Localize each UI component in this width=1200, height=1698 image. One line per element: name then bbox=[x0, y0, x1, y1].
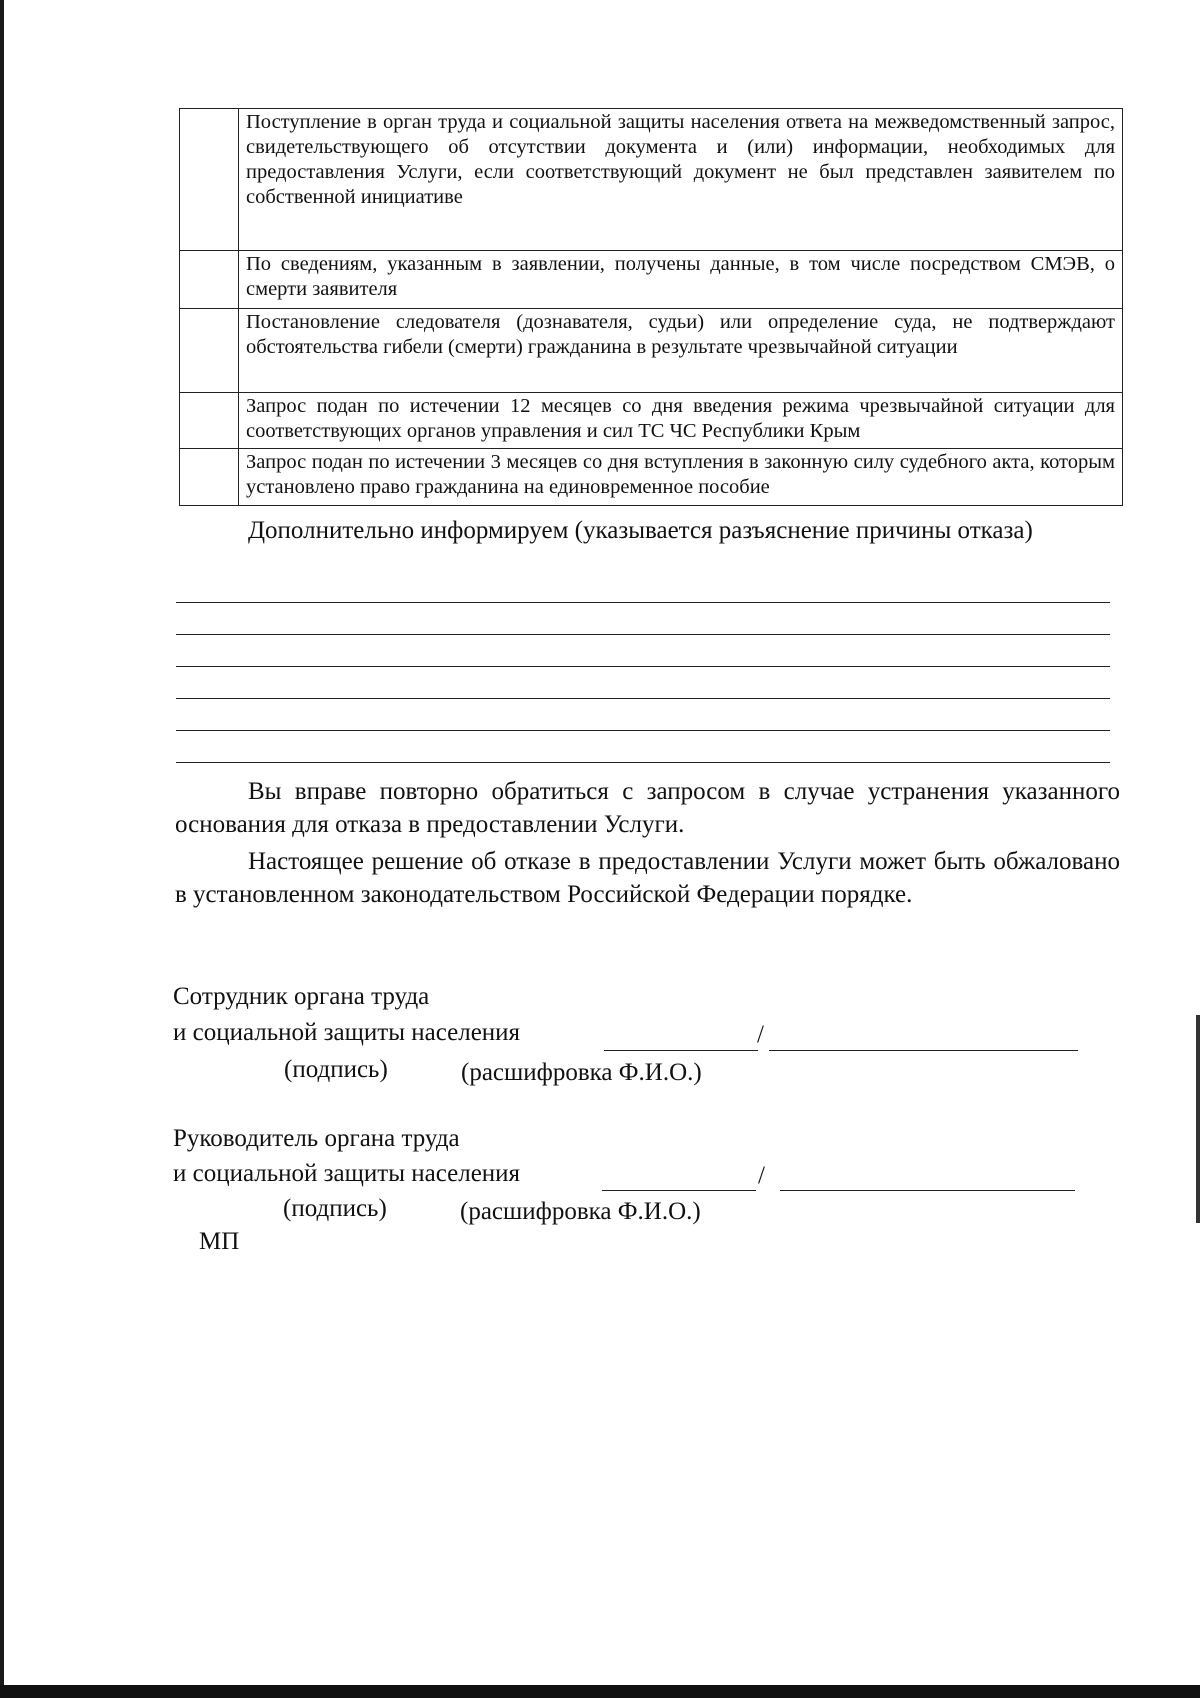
table-row bbox=[180, 393, 1123, 449]
additional-info-text: Дополнительно информируем (указывается разъяснение причины отказа) bbox=[248, 517, 1033, 544]
reason-text: Запрос подан по истечении 3 месяцев со дня вступления в законную силу судебного акта, которым установлено право гражданина на единовременное пособие bbox=[239, 449, 1123, 506]
scan-edge-bottom bbox=[0, 1685, 1200, 1698]
explanation-line[interactable] bbox=[176, 762, 1110, 763]
head-separator-slash: / bbox=[758, 1162, 765, 1189]
employee-signature-line[interactable] bbox=[604, 1050, 758, 1051]
table-row bbox=[180, 449, 1123, 506]
explanation-line[interactable] bbox=[176, 666, 1110, 667]
explanation-line[interactable] bbox=[176, 698, 1110, 699]
head-signature-line[interactable] bbox=[602, 1190, 756, 1191]
reason-text: Запрос подан по истечении 12 месяцев со дня введения режима чрезвычайной ситуации для соответствующих органов управления и сил ТС ЧС Республики Крым bbox=[239, 393, 1123, 449]
reapply-notice: Вы вправе повторно обратиться с запросом в случае устранения указанного основания для отказа в предоставлении Услуги. bbox=[175, 778, 1120, 838]
explanation-line[interactable] bbox=[176, 730, 1110, 731]
scan-edge-left bbox=[0, 0, 4, 1698]
employee-name-caption: (расшифровка Ф.И.О.) bbox=[461, 1059, 702, 1086]
reason-text: Постановление следователя (дознавателя, судьи) или определение суда, не подтверждают обстоятельства гибели (смерти) гражданина в результате чрезвычайной ситуации bbox=[239, 309, 1123, 393]
employee-separator-slash: / bbox=[757, 1021, 764, 1048]
head-name-line[interactable] bbox=[780, 1190, 1075, 1191]
head-title-line2: и социальной защиты населения bbox=[173, 1160, 521, 1187]
reason-checkbox-cell[interactable] bbox=[180, 109, 239, 251]
appeal-notice: Настоящее решение об отказе в предоставлении Услуги может быть обжаловано в установленном законодательством Российской Федерации порядке. bbox=[175, 848, 1120, 908]
table-row bbox=[180, 251, 1123, 309]
reason-checkbox-cell[interactable] bbox=[180, 449, 239, 506]
table-row bbox=[180, 109, 1123, 251]
table-row bbox=[180, 309, 1123, 393]
scan-edge-right bbox=[1196, 1015, 1200, 1223]
employee-title-line1: Сотрудник органа труда bbox=[173, 983, 430, 1010]
explanation-line[interactable] bbox=[176, 602, 1110, 603]
head-name-caption: (расшифровка Ф.И.О.) bbox=[460, 1198, 701, 1225]
reason-text: По сведениям, указанным в заявлении, получены данные, в том числе посредством СМЭВ, о смерти заявителя bbox=[239, 251, 1123, 309]
employee-name-line[interactable] bbox=[769, 1050, 1078, 1051]
refusal-reasons-table bbox=[179, 108, 1123, 506]
reason-checkbox-cell[interactable] bbox=[180, 309, 239, 393]
seal-place-mark: МП bbox=[199, 1228, 240, 1255]
employee-title-line2: и социальной защиты населения bbox=[173, 1019, 521, 1046]
explanation-line[interactable] bbox=[176, 634, 1110, 635]
head-title-line1: Руководитель органа труда bbox=[173, 1125, 460, 1152]
head-signature-caption: (подпись) bbox=[283, 1195, 387, 1222]
reason-checkbox-cell[interactable] bbox=[180, 393, 239, 449]
employee-signature-caption: (подпись) bbox=[284, 1056, 388, 1083]
reason-text: Поступление в орган труда и социальной защиты населения ответа на межведомственный запрос, свидетельствующего об отсутствии документа и (или) информации, необходимых для предоставления Услуги, если соответствующий документ не был представлен заявителем по собственной инициативе bbox=[239, 109, 1123, 251]
reason-checkbox-cell[interactable] bbox=[180, 251, 239, 309]
